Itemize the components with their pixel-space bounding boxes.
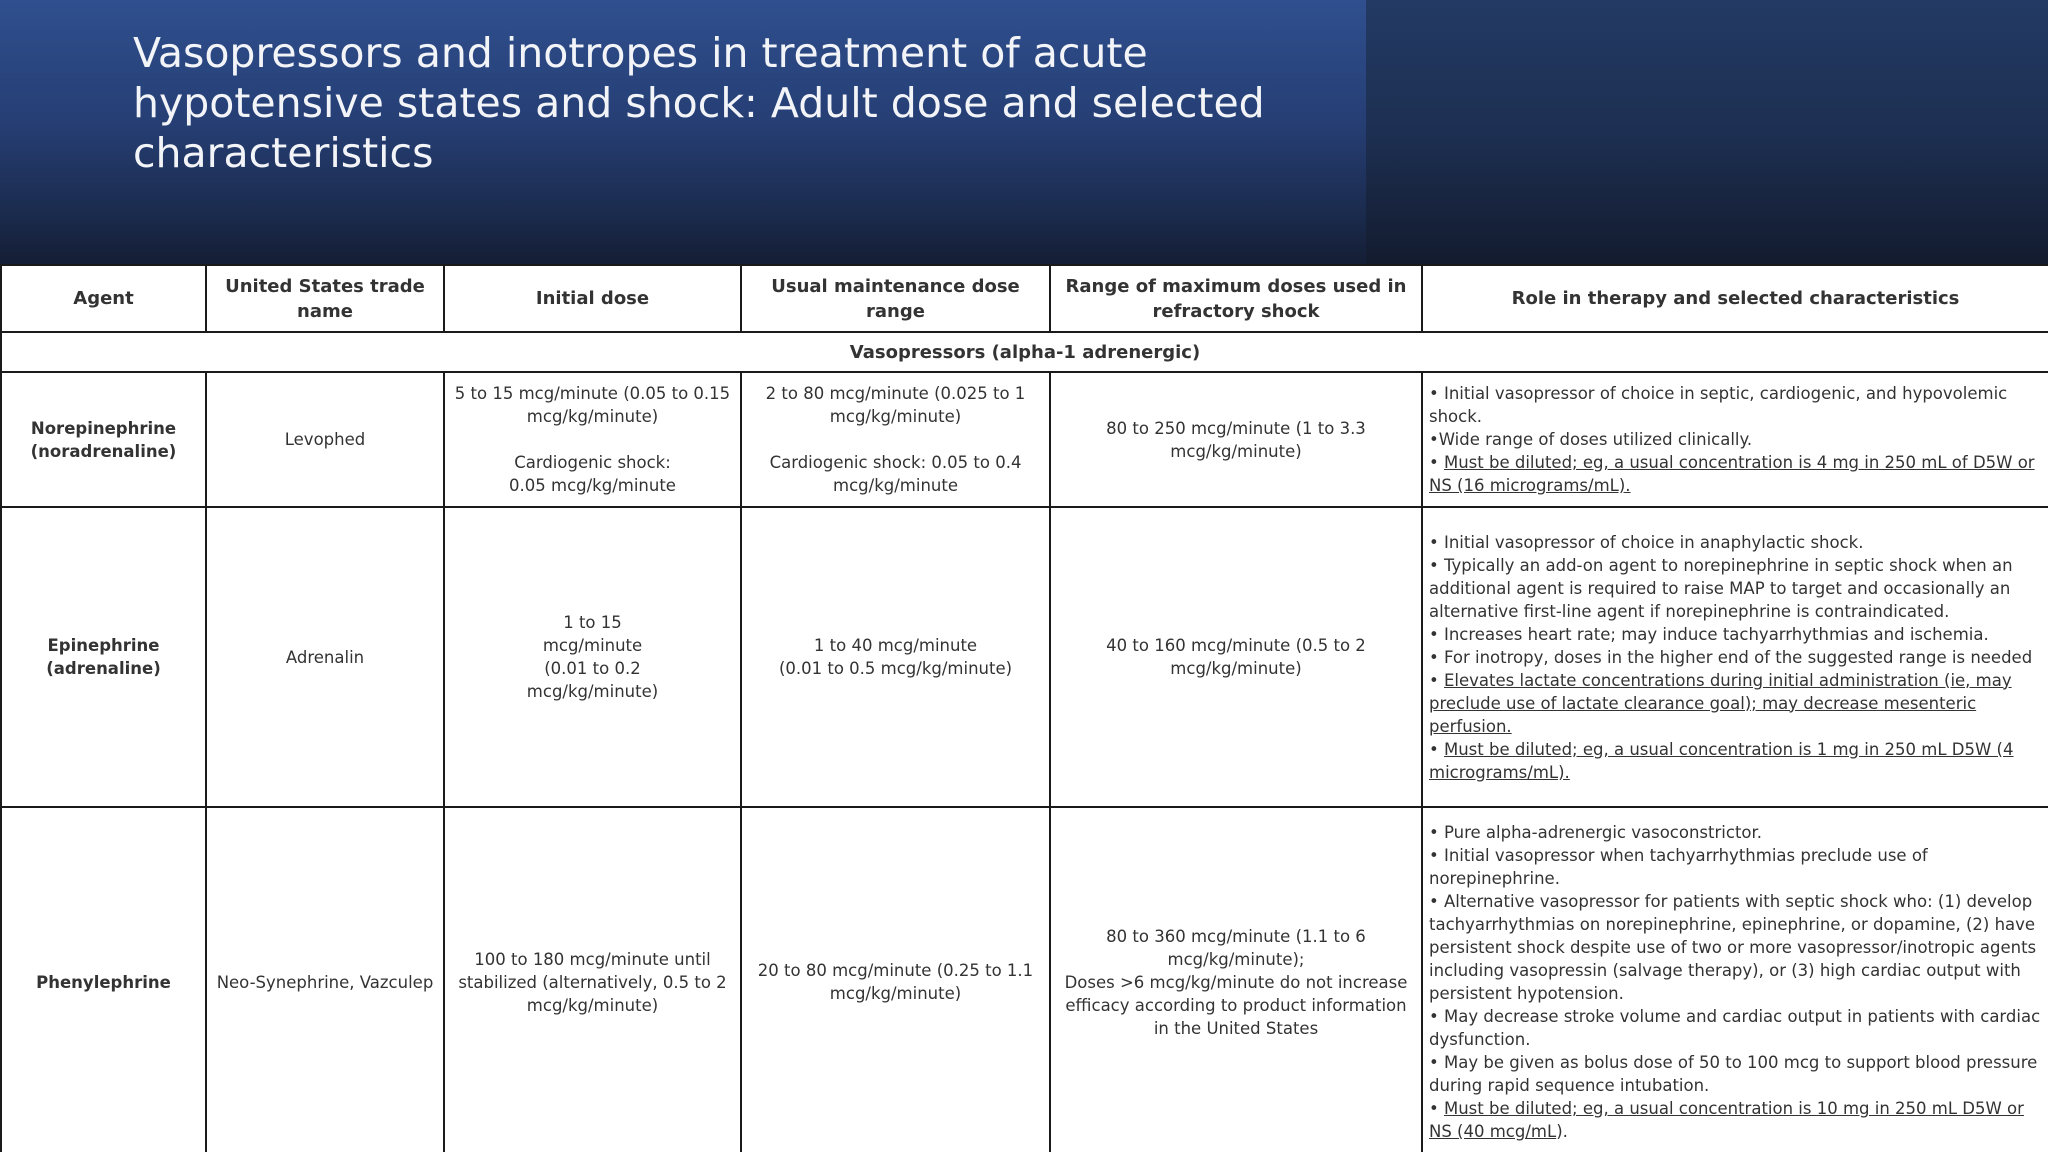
maintenance-dose-cell: 2 to 80 mcg/minute (0.025 to 1 mcg/kg/minute) Cardiogenic shock: 0.05 to 0.4 mcg/kg/minute	[741, 372, 1050, 507]
role-bullet: •Wide range of doses utilized clinically.	[1429, 430, 1753, 449]
maximum-dose-cell: 40 to 160 mcg/minute (0.5 to 2 mcg/kg/minute)	[1050, 507, 1422, 807]
column-header-agent: Agent	[1, 265, 206, 332]
initial-dose-cell: 100 to 180 mcg/minute until stabilized (alternatively, 0.5 to 2 mcg/kg/minute)	[444, 807, 741, 1152]
table-header-row	[1, 265, 2048, 332]
trade-name-cell: Neo-Synephrine, Vazculep	[206, 807, 444, 1152]
initial-dose-cell: 1 to 15 mcg/minute (0.01 to 0.2 mcg/kg/minute)	[444, 507, 741, 807]
role-bullet: • Alternative vasopressor for patients with septic shock who: (1) develop tachyarrhythmias on norepinephrine, epinephrine, or dopamine, (2) have persistent shock despite use of two or more vasopressor/inotropic agents including vasopressin (salvage therapy), or (3) high cardiac output with persistent hypotension.	[1429, 892, 2037, 1003]
role-bullet: • Pure alpha-adrenergic vasoconstrictor.	[1429, 823, 1763, 842]
trade-name-cell: Levophed	[206, 372, 444, 507]
role-bullet: • Increases heart rate; may induce tachyarrhythmias and ischemia.	[1429, 624, 1989, 644]
dose-table	[0, 264, 2048, 1152]
column-header-maintenance-dose: Usual maintenance dose range	[741, 265, 1050, 332]
role-bullet: • For inotropy, doses in the higher end of the suggested range is needed	[1429, 647, 2033, 667]
slide-title: Vasopressors and inotropes in treatment of acute hypotensive states and shock: Adult dose and selected characteristics	[133, 29, 1265, 177]
column-header-role-in-therapy: Role in therapy and selected characteristics	[1422, 265, 2048, 332]
role-bullet: • May decrease stroke volume and cardiac output in patients with cardiac dysfunction.	[1429, 1007, 2041, 1049]
initial-dose-cell: 5 to 15 mcg/minute (0.05 to 0.15 mcg/kg/minute) Cardiogenic shock: 0.05 mcg/kg/minute	[444, 372, 741, 507]
table-row-epinephrine	[1, 507, 2048, 807]
column-header-trade-name: United States trade name	[206, 265, 444, 332]
agent-cell: Phenylephrine	[1, 807, 206, 1152]
agent-cell: Epinephrine (adrenaline)	[1, 507, 206, 807]
role-bullet: • Elevates lactate concentrations during initial administration (ie, may preclude use of lactate clearance goal); may decrease mesenteric perfusion.	[1429, 670, 2012, 736]
table-row-phenylephrine	[1, 807, 2048, 1152]
role-bullet: • Typically an add-on agent to norepinephrine in septic shock when an additional agent is required to raise MAP to target and occasionally an alternative first-line agent if norepinephrine is contraindicated.	[1429, 555, 2013, 621]
role-bullet: • Must be diluted; eg, a usual concentration is 1 mg in 250 mL D5W (4 micrograms/mL).	[1429, 739, 2014, 782]
maximum-dose-cell: 80 to 360 mcg/minute (1.1 to 6 mcg/kg/minute); Doses >6 mcg/kg/minute do not increase efficacy according to product information in the United States	[1050, 807, 1422, 1152]
maintenance-dose-cell: 1 to 40 mcg/minute (0.01 to 0.5 mcg/kg/minute)	[741, 507, 1050, 807]
maintenance-dose-cell: 20 to 80 mcg/minute (0.25 to 1.1 mcg/kg/minute)	[741, 807, 1050, 1152]
role-bullet: • Initial vasopressor when tachyarrhythmias preclude use of norepinephrine.	[1429, 846, 1928, 888]
section-row	[1, 332, 2048, 372]
table-row-norepinephrine	[1, 372, 2048, 507]
role-cell	[1422, 807, 2048, 1152]
role-bullet: • Must be diluted; eg, a usual concentration is 10 mg in 250 mL D5W or NS (40 mcg/mL).	[1429, 1099, 2024, 1141]
role-bullet: • May be given as bolus dose of 50 to 100 mcg to support blood pressure during rapid sequence intubation.	[1429, 1053, 2038, 1095]
agent-cell: Norepinephrine (noradrenaline)	[1, 372, 206, 507]
role-bullet: • Must be diluted; eg, a usual concentration is 4 mg in 250 mL of D5W or NS (16 micrograms/mL).	[1429, 453, 2035, 495]
role-cell	[1422, 372, 2048, 507]
role-bullet: • Initial vasopressor of choice in septic, cardiogenic, and hypovolemic shock.	[1429, 384, 2008, 426]
section-title-vasopressors: Vasopressors (alpha-1 adrenergic)	[1, 332, 2048, 372]
maximum-dose-cell: 80 to 250 mcg/minute (1 to 3.3 mcg/kg/minute)	[1050, 372, 1422, 507]
role-bullet: • Initial vasopressor of choice in anaphylactic shock.	[1429, 532, 1864, 552]
column-header-initial-dose: Initial dose	[444, 265, 741, 332]
trade-name-cell: Adrenalin	[206, 507, 444, 807]
column-header-maximum-dose: Range of maximum doses used in refractory shock	[1050, 265, 1422, 332]
title-banner-right-panel	[1366, 0, 2048, 266]
role-cell	[1422, 507, 2048, 807]
